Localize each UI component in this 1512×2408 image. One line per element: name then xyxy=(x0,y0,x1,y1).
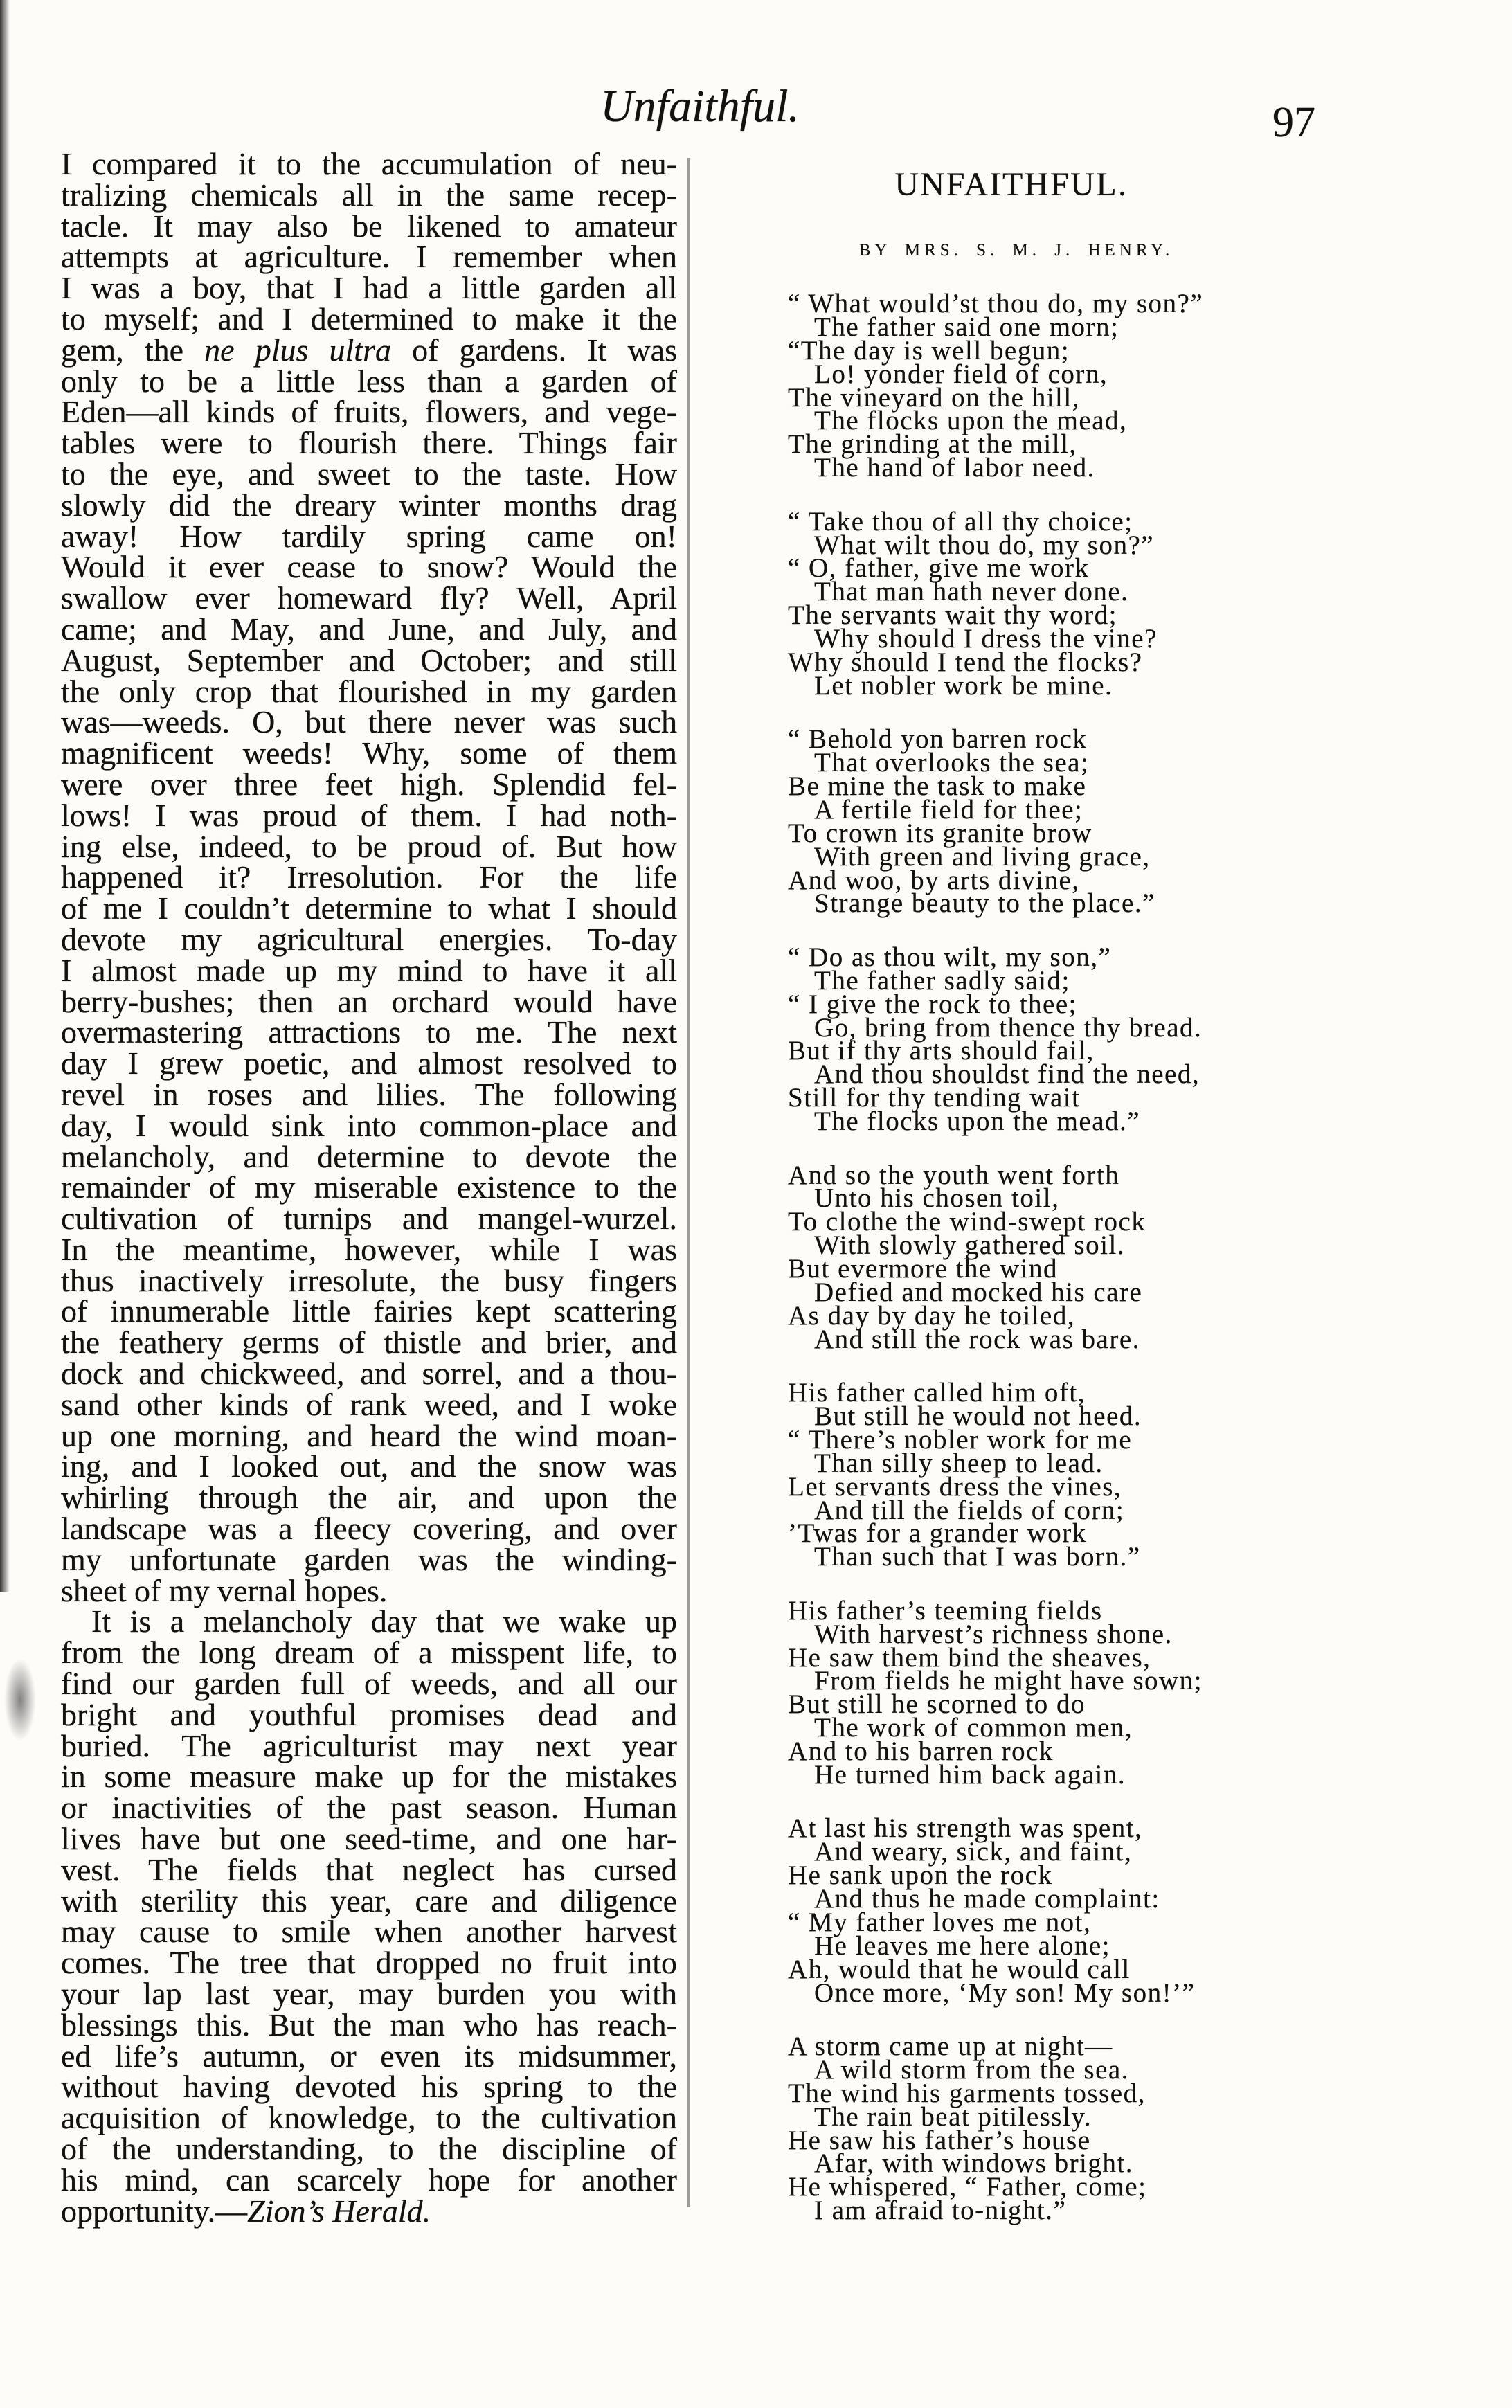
text-line: Would it ever cease to snow? Would the xyxy=(61,549,677,585)
text-line: devote my agricultural energies. To-day xyxy=(61,921,677,957)
verse-line: ’Twas for a grander work xyxy=(788,1518,1087,1549)
text-line: I almost made up my mind to have it all xyxy=(61,952,677,988)
verse-line: “ Behold yon barren rock xyxy=(788,724,1088,755)
verse-line: “ My father loves me not, xyxy=(788,1907,1092,1937)
text-line: his mind, can scarcely hope for another xyxy=(61,2162,677,2198)
text-line: vest. The fields that neglect has cursed xyxy=(61,1851,677,1887)
verse-line: The flocks upon the mead.” xyxy=(814,1106,1141,1137)
text-line: attempts at agriculture. I remember when xyxy=(61,239,677,275)
stanza xyxy=(788,1378,1480,1572)
text-line: of innumerable little fairies kept scattering xyxy=(61,1293,677,1329)
stanza xyxy=(788,942,1480,1137)
verse-line: Ah, would that he would call xyxy=(788,1954,1131,1984)
verse-line: But still he would not heed. xyxy=(814,1401,1142,1432)
text-line: without having devoted his spring to the xyxy=(61,2069,677,2105)
text-line: of the understanding, to the discipline of xyxy=(61,2131,677,2166)
text-line: of me I couldn’t determine to what I should xyxy=(61,890,677,926)
verse-line: The rain beat pitilessly. xyxy=(814,2101,1092,2132)
text-line: was—weeds. O, but there never was such xyxy=(61,704,677,740)
text-line: slowly did the dreary winter months drag xyxy=(61,487,677,523)
text-line: magnificent weeds! Why, some of them xyxy=(61,735,677,771)
verse-line: “ I give the rock to thee; xyxy=(788,989,1078,1019)
verse-line: And so the youth went forth xyxy=(788,1160,1120,1190)
text-run: opportunity.— xyxy=(61,2193,248,2229)
verse-line: With green and living grace, xyxy=(814,841,1151,872)
text-line: tables were to flourish there. Things fair xyxy=(61,425,677,461)
verse-line: The wind his garments tossed, xyxy=(788,2078,1146,2108)
poem xyxy=(788,289,1480,2253)
text-line: bright and youthful promises dead and xyxy=(61,1696,677,1732)
text-line: day, I would sink into common-place and xyxy=(61,1107,677,1143)
verse-line: “ Take thou of all thy choice; xyxy=(788,506,1133,537)
text-line: day I grew poetic, and almost resolved to xyxy=(61,1045,677,1081)
stanza xyxy=(788,2031,1480,2226)
verse-line: And thou shouldst find the need, xyxy=(814,1059,1200,1090)
verse-line: I am afraid to-night.” xyxy=(814,2195,1067,2226)
article-paragraph xyxy=(61,1603,677,2229)
verse-line: The work of common men, xyxy=(814,1713,1133,1743)
verse-line: Why should I dress the vine? xyxy=(814,624,1158,654)
text-line: sheet of my vernal hopes. xyxy=(61,1572,388,1608)
verse-line: To clothe the wind-swept rock xyxy=(788,1207,1146,1237)
verse-line: He leaves me here alone; xyxy=(814,1930,1110,1961)
text-line: happened it? Irresolution. For the life xyxy=(61,859,677,895)
verse-line: That man hath never done. xyxy=(814,577,1129,607)
text-line: berry-bushes; then an orchard would have xyxy=(61,983,677,1019)
text-line: acquisition of knowledge, to the cultivation xyxy=(61,2100,677,2136)
text-line: with sterility this year, care and diligence xyxy=(61,1883,677,1919)
text-line: to myself; and I determined to make it the xyxy=(61,300,677,336)
text-line: or inactivities of the past season. Human xyxy=(61,1790,677,1826)
verse-line: And thus he made complaint: xyxy=(814,1884,1160,1914)
column-rule xyxy=(687,158,690,2207)
ink-smudge xyxy=(4,1658,36,1741)
text-line: thus inactively irresolute, the busy fingers xyxy=(61,1262,677,1298)
verse-line: Than such that I was born.” xyxy=(814,1542,1141,1572)
text-line: up one morning, and heard the wind moan- xyxy=(61,1417,677,1453)
text-line: the only crop that flourished in my garden xyxy=(61,673,677,709)
text-line: were over three feet high. Splendid fel- xyxy=(61,766,677,802)
verse-line: He saw his father’s house xyxy=(788,2125,1091,2155)
verse-line: The hand of labor need. xyxy=(814,453,1095,483)
verse-line: He saw them bind the sheaves, xyxy=(788,1642,1151,1673)
text-line: tacle. It may also be likened to amateur xyxy=(61,208,677,244)
text-line: away! How tardily spring came on! xyxy=(61,518,677,554)
article-text xyxy=(61,146,678,2229)
verse-line: “ What would’st thou do, my son?” xyxy=(788,289,1204,318)
text-line: remainder of my miserable existence to the xyxy=(61,1169,677,1205)
stanza xyxy=(788,724,1480,919)
text-line: ed life’s autumn, or even its midsummer, xyxy=(61,2038,677,2074)
verse-line: “ O, father, give me work xyxy=(788,553,1090,584)
verse-line: To crown its granite brow xyxy=(788,818,1092,848)
text-line: lows! I was proud of them. I had noth- xyxy=(61,797,677,833)
verse-line: What wilt thou do, my son?” xyxy=(814,530,1155,560)
verse-line: He whispered, “ Father, come; xyxy=(788,2172,1147,2202)
text-line: your lap last year, may burden you with xyxy=(61,1976,677,2012)
verse-line: Let servants dress the vines, xyxy=(788,1471,1122,1502)
text-line: I was a boy, that I had a little garden all xyxy=(61,270,677,306)
text-line: came; and May, and June, and July, and xyxy=(61,611,677,647)
text-line: lives have but one seed-time, and one har- xyxy=(61,1821,677,1857)
verse-line: A wild storm from the sea. xyxy=(814,2054,1129,2085)
text-line: in some measure make up for the mistakes xyxy=(61,1759,677,1795)
stanza xyxy=(788,1813,1480,2008)
verse-line: Let nobler work be mine. xyxy=(814,670,1113,701)
text-line: melancholy, and determine to devote the xyxy=(61,1138,677,1174)
text-line: sand other kinds of rank weed, and I woke xyxy=(61,1386,677,1422)
italic-run: Zion’s Herald. xyxy=(247,2193,431,2229)
verse-line: Lo! yonder field of corn, xyxy=(814,359,1108,389)
text-line: ing else, indeed, to be proud of. But how xyxy=(61,828,677,864)
verse-line: And still the rock was bare. xyxy=(814,1324,1140,1354)
verse-line: That overlooks the sea; xyxy=(814,748,1090,778)
text-line: It is a melancholy day that we wake up xyxy=(91,1603,677,1639)
verse-line: The father said one morn; xyxy=(814,312,1119,342)
text-line xyxy=(61,332,678,368)
verse-line: Defied and mocked his care xyxy=(814,1277,1143,1307)
verse-line: The flocks upon the mead, xyxy=(814,406,1128,436)
verse-line: The grinding at the mill, xyxy=(788,429,1077,460)
verse-line: Be mine the task to make xyxy=(788,771,1087,802)
verse-line: But if thy arts should fail, xyxy=(788,1036,1095,1066)
text-line: whirling through the air, and upon the xyxy=(61,1480,677,1516)
verse-line: “The day is well begun; xyxy=(788,335,1070,366)
verse-line: His father called him oft, xyxy=(788,1378,1086,1408)
verse-line: He turned him back again. xyxy=(814,1759,1126,1790)
verse-line: Than silly sheep to lead. xyxy=(814,1448,1104,1478)
text-run: gem, the xyxy=(61,332,205,368)
poem-byline: BY MRS. S. M. J. HENRY. xyxy=(858,241,1174,260)
verse-line: With harvest’s richness shone. xyxy=(814,1619,1173,1649)
italic-run: ne plus ultra xyxy=(204,332,391,368)
verse-line: And woo, by arts divine, xyxy=(788,865,1080,895)
text-line: ing, and I looked out, and the snow was xyxy=(61,1448,677,1484)
text-line: swallow ever homeward fly? Well, April xyxy=(61,580,677,616)
verse-line: Still for thy tending wait xyxy=(788,1083,1081,1113)
stanza xyxy=(788,289,1480,483)
verse-line: The servants wait thy word; xyxy=(788,600,1117,631)
verse-line: “ There’s nobler work for me xyxy=(788,1424,1133,1455)
text-line: comes. The tree that dropped no fruit into xyxy=(61,1945,677,1981)
verse-line: Go, bring from thence thy bread. xyxy=(814,1012,1203,1043)
text-line: to the eye, and sweet to the taste. How xyxy=(61,456,677,492)
text-line: find our garden full of weeds, and all our xyxy=(61,1666,677,1702)
verse-line: At last his strength was spent, xyxy=(788,1813,1143,1844)
stanza xyxy=(788,1160,1480,1354)
text-line: I compared it to the accumulation of neu- xyxy=(61,146,677,181)
text-line: Eden—all kinds of fruits, flowers, and vege- xyxy=(61,394,677,430)
verse-line: The father sadly said; xyxy=(814,965,1070,996)
verse-line: But evermore the wind xyxy=(788,1254,1058,1284)
text-line: landscape was a fleecy covering, and over xyxy=(61,1511,677,1547)
running-head: Unfaithful. xyxy=(600,81,800,132)
text-line: cultivation of turnips and mangel-wurzel. xyxy=(61,1201,677,1237)
verse-line: “ Do as thou wilt, my son,” xyxy=(788,942,1112,972)
article-paragraph xyxy=(61,146,678,1608)
text-line: my unfortunate garden was the winding- xyxy=(61,1541,677,1577)
text-line: from the long dream of a misspent life, to xyxy=(61,1635,677,1671)
verse-line: Strange beauty to the place.” xyxy=(814,888,1155,919)
text-line: tralizing chemicals all in the same recep- xyxy=(61,177,677,213)
verse-line: Once more, ‘My son! My son!’” xyxy=(814,1977,1196,2008)
verse-line: And to his barren rock xyxy=(788,1736,1054,1767)
text-line: August, September and October; and still xyxy=(61,642,677,678)
verse-line: Why should I tend the flocks? xyxy=(788,647,1143,677)
text-line: revel in roses and lilies. The following xyxy=(61,1076,677,1112)
text-line: overmastering attractions to me. The next xyxy=(61,1014,677,1050)
stanza xyxy=(788,1595,1480,1790)
verse-line: He sank upon the rock xyxy=(788,1860,1053,1891)
verse-line: As day by day he toiled, xyxy=(788,1300,1076,1331)
text-line: the feathery germs of thistle and brier, and xyxy=(61,1324,677,1360)
scan-edge-shadow xyxy=(0,0,10,1592)
verse-line: With slowly gathered soil. xyxy=(814,1230,1126,1261)
verse-line: But still he scorned to do xyxy=(788,1689,1086,1720)
verse-line: Unto his chosen toil, xyxy=(814,1183,1060,1214)
text-line xyxy=(61,2193,677,2229)
text-line: buried. The agriculturist may next year xyxy=(61,1727,677,1763)
verse-line: The vineyard on the hill, xyxy=(788,382,1080,413)
verse-line: A storm came up at night— xyxy=(788,2031,1113,2061)
verse-line: From fields he might have sown; xyxy=(814,1666,1203,1696)
verse-line: A fertile field for thee; xyxy=(814,794,1083,825)
text-run: of gardens. It was xyxy=(390,332,678,368)
text-line: blessings this. But the man who has reach- xyxy=(61,2006,677,2042)
text-line: dock and chickweed, and sorrel, and a thou- xyxy=(61,1356,677,1392)
verse-line: His father’s teeming fields xyxy=(788,1595,1103,1626)
poem-title: UNFAITHFUL. xyxy=(894,166,1128,203)
page-number: 97 xyxy=(1272,99,1315,146)
verse-line: And weary, sick, and faint, xyxy=(814,1837,1133,1867)
text-line: only to be a little less than a garden of xyxy=(61,363,677,399)
text-line: In the meantime, however, while I was xyxy=(61,1231,677,1267)
stanza xyxy=(788,506,1480,701)
verse-line: And till the fields of corn; xyxy=(814,1495,1125,1525)
verse-line: Afar, with windows bright. xyxy=(814,2148,1133,2179)
text-line: may cause to smile when another harvest xyxy=(61,1914,677,1950)
